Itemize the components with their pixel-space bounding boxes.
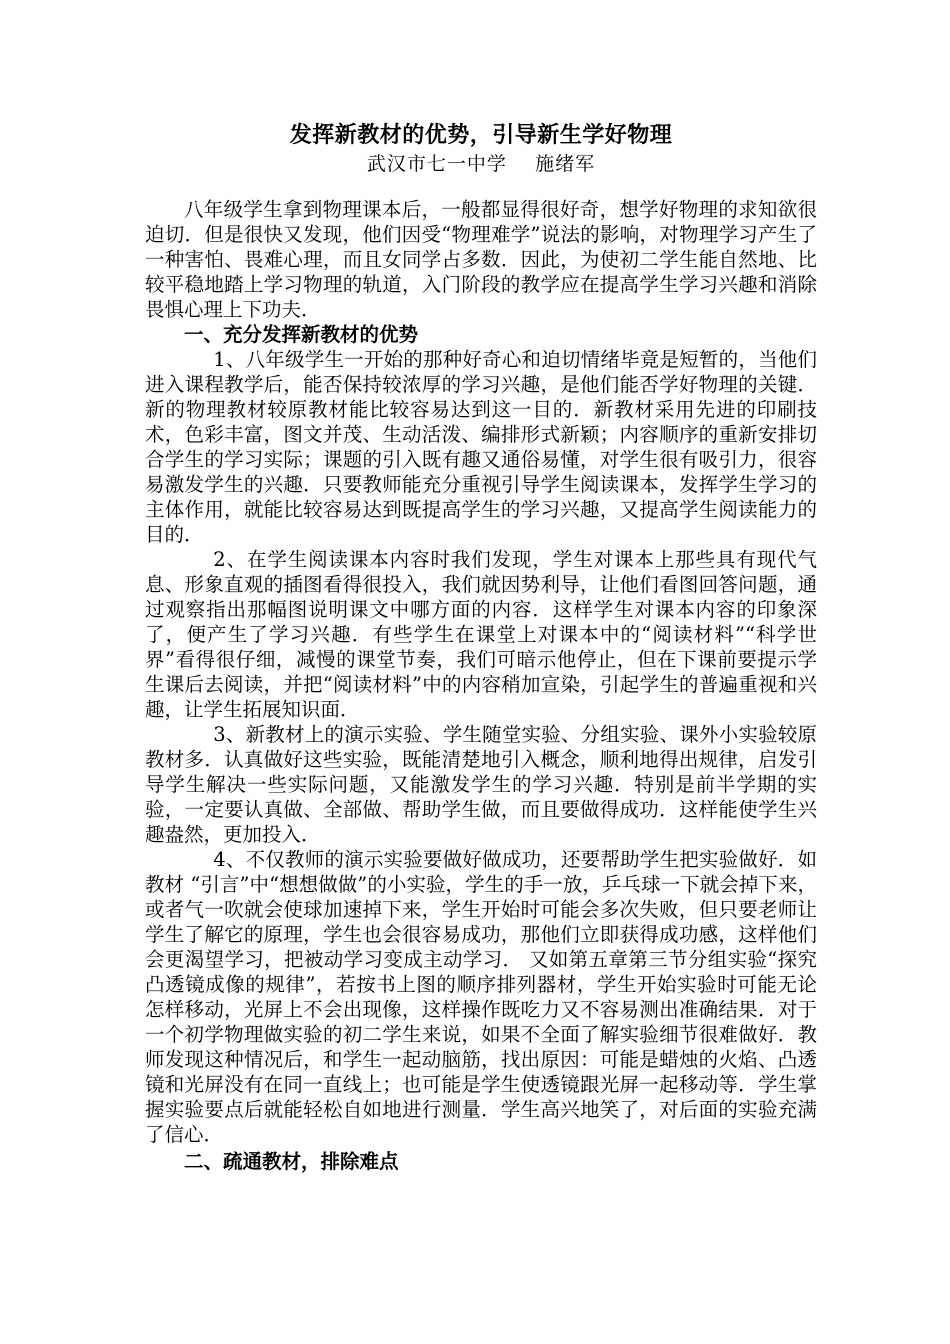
document-title: 发挥新教材的优势，引导新生学好物理: [289, 123, 673, 148]
section1-paragraph-2: 2、在学生阅读课本内容时我们发现，学生对课本上那些具有现代气息、形象直观的插图看得很投入，我们就因势利导，让他们看图回答问题，通过观察指出那幅图说明课文中哪方面的内容．这样学生对课本内容的印象深了，便产生了学习兴趣．有些学生在课堂上对课本中的“阅读材料”“科学世界”看得很仔细，减慢的课堂节奏，我们可暗示他停止，但在下课前要提示学生课后去阅读，并把“阅读材料”中的内容稍加宣染，引起学生的普遍重视和兴趣，让学生拓展知识面．: [145, 548, 817, 721]
section1-paragraph-3: 3、新教材上的演示实验、学生随堂实验、分组实验、课外小实验较原教材多．认真做好这些实验，既能清楚地引入概念，顺利地得出规律，启发引导学生解决一些实际问题，又能激发学生的学习兴趣．特别是前半学期的实验，一定要认真做、全部做、帮助学生做，而且要做得成功．这样能使学生兴趣盎然，更加投入．: [145, 723, 817, 846]
document-author: 武汉市七一中学 施绪军: [366, 153, 596, 175]
section-heading-2: 二、疏通教材，排除难点: [184, 1150, 399, 1173]
section-heading-1: 一、充分发挥新教材的优势: [184, 323, 419, 346]
section1-paragraph-1: 1、八年级学生一开始的那种好奇心和迫切情绪毕竟是短暂的，当他们进入课程教学后，能否保持较浓厚的学习兴趣，是他们能否学好物理的关键．新的物理教材较原教材能比较容易达到这一目的．新教材采用先进的印刷技术，色彩丰富，图文并茂、生动活泼、编排形式新颖；内容顺序的重新安排切合学生的学习实际；课题的引入既有趣又通俗易懂，对学生很有吸引力，很容易激发学生的兴趣．只要教师能充分重视引导学生阅读课本，发挥学生学习的主体作用，就能比较容易达到既提高学生的学习兴趣，又提高学生阅读能力的目的．: [145, 348, 817, 546]
document-body: [145, 121, 817, 1174]
intro-paragraph: 八年级学生拿到物理课本后，一般都显得很好奇，想学好物理的求知欲很迫切．但是很快又发现，他们因受“物理难学”说法的影响，对物理学习产生了一种害怕、畏难心理，而且女同学占多数．因此，为使初二学生能自然地、比较平稳地踏上学习物理的轨道，入门阶段的教学应在提高学生学习兴趣和消除畏惧心理上下功夫．: [145, 198, 817, 321]
section1-paragraph-4: 4、不仅教师的演示实验要做好做成功，还要帮助学生把实验做好．如教材 “引言”中“想想做做”的小实验，学生的手一放，乒乓球一下就会掉下来，或者气一吹就会使球加速掉下来，学生开始时可能会多次失败，但只要老师让学生了解它的原理，学生也会很容易成功，那他们立即获得成功感，这样他们会更渴望学习，把被动学习变成主动学习． 又如第五章第三节分组实验“探究凸透镜成像的规律”，若按书上图的顺序排列器材，学生开始实验时可能无论怎样移动，光屏上不会出现像，这样操作既吃力又不容易测出准确结果．对于一个初学物理做实验的初二学生来说，如果不全面了解实验细节很难做好．教师发现这种情况后，和学生一起动脑筋，找出原因：可能是蜡烛的火焰、凸透镜和光屏没有在同一直线上；也可能是学生使透镜跟光屏一起移动等．学生掌握实验要点后就能轻松自如地进行测量．学生高兴地笑了，对后面的实验充满了信心．: [145, 848, 817, 1146]
